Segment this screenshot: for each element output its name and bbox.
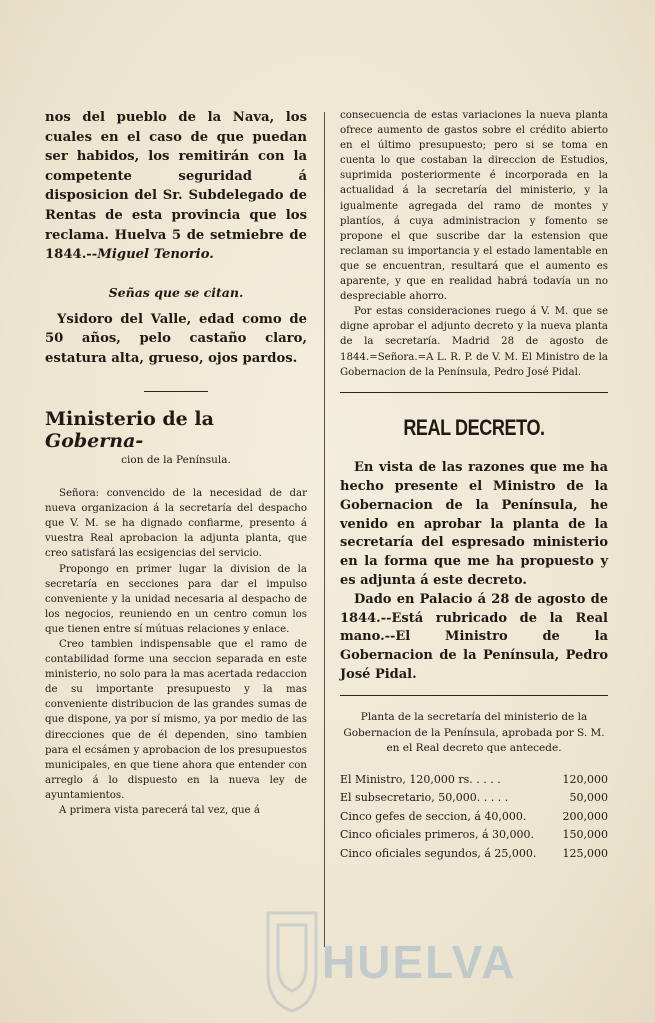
salary-value: 125,000 [562,846,608,860]
section-rule [144,391,208,393]
salary-table [340,771,608,864]
table-row [340,808,608,827]
salary-label: Cinco gefes de seccion, á 40,000. [340,809,527,823]
exposition-paragraph-4: A primera vista parecerá tal vez, que á [59,805,260,816]
salary-label: El subsecretario, 50,000. . . . . [340,791,509,805]
table-row [340,826,608,845]
planta-rule [340,695,608,697]
table-row [340,845,608,864]
salary-label: El Ministro, 120,000 rs. . . . . [340,772,501,786]
real-decreto-heading: REAL DECRETO. [403,415,545,441]
column-divider [324,112,325,947]
ministerio-title-a: Ministerio de la [45,408,214,431]
salary-value: 120,000 [562,772,608,786]
salary-value: 200,000 [562,809,608,823]
salary-value: 150,000 [562,828,608,842]
decreto-paragraph-2: Dado en Palacio á 28 de agosto de 1844.--Está rubricado de la Real mano.--El Ministro de la Gobernacion de la Península, Pedro José Pidal. [340,591,608,682]
decreto-paragraph-1: En vista de las razones que me ha hecho presente el Ministro de la Gobernacion de la Península, he venido en aprobar la planta de la secretaría del espresado ministerio en la forma que me ha propuesto y es adjunta á este decreto. [340,460,608,588]
senas-heading: Señas que se citan. [108,284,244,300]
decreto-rule [340,392,608,394]
left-column [45,108,307,818]
notice-text: nos del pueblo de la Nava, los cuales en el caso de que puedan ser habidos, los remitirán con la competente seguridad á disposicion del Sr. Subdelegado de Rentas de esta provincia que los reclama. Huelva 5 de setmiebre de 1844.-- [45,110,307,263]
right-column [340,108,608,863]
exposition-paragraph-3: Creo tambien indispensable que el ramo de contabilidad forme una seccion separada en este ministerio, no solo para la mas acertada redaccion de su importante presupuesto y la mas conveniente distribucion de las grandes sumas de que dispone, ya por sí mismo, ya por medio de las direcciones que de él dependen, sino tambien para el ecsámen y aprobacion de los presupuestos municipales, en que tiene ahora que entender con arreglo á lo dispuesto en la nueva ley de ayuntamientos. [45,638,307,801]
ministerio-title-b: Goberna- [45,430,144,453]
table-row [340,789,608,808]
planta-heading: Planta de la secretaría del ministerio de la Gobernacion de la Península, aprobada por S. M. en el Real decreto que antecede. [343,711,605,755]
notice-signature: Miguel Tenorio. [97,247,214,263]
ministerio-subtitle: cion de la Península. [121,454,231,467]
table-row [340,771,608,790]
notice-paragraph [45,108,307,265]
salary-label: Cinco oficiales primeros, á 30,000. [340,828,534,842]
senas-text: Ysidoro del Valle, edad como de 50 años, pelo castaño claro, estatura alta, grueso, ojos pardos. [45,311,307,366]
salary-value: 50,000 [569,791,608,805]
exposition-paragraph-2: Propongo en primer lugar la division de la secretaría en secciones para dar el impulso conveniente y la unidad necesaria al despacho de los negocios, reuniendo en un centro comun los que tienen entre sí mútuas relaciones y enlace. [45,563,307,635]
exposition-continued: consecuencia de estas variaciones la nueva planta ofrece aumento de gastos sobre el crédito abierto en el último presupuesto; pero si se toma en cuenta lo que costaban la direccion de Estudios, suprimida posteriormente é incorporada en la actualidad á la secretaría del ministerio, y la igualmente agregada del ramo de montes y plantíos, á cuya administracion y fomento se propone el que suscribe dar la estension que reclaman su importancia y el estado lamentable en que se encuentran, resultará que el aumento es aparente, y que en realidad habrá todavía un no despreciable ahorro. [340,110,608,303]
salary-label: Cinco oficiales segundos, á 25,000. [340,846,537,860]
exposition-paragraph-1: Señora: convencido de la necesidad de dar nueva organizacion á la secretaría del despacho que V. M. se ha dignado confiarme, presento á vuestra Real aprobacion la adjunta planta, que creo satisfará las ecsigencias del servicio. [45,488,307,560]
ministerio-title [45,408,307,452]
watermark-text: HUELVA [322,936,517,988]
exposition-closing: Por estas consideraciones ruego á V. M. que se digne aprobar el adjunto decreto y la nueva planta de la secretaría. Madrid 28 de agosto de 1844.=Señora.=A L. R. P. de V. M. El Ministro de la Gobernacion de la Península, Pedro José Pidal. [340,306,608,378]
